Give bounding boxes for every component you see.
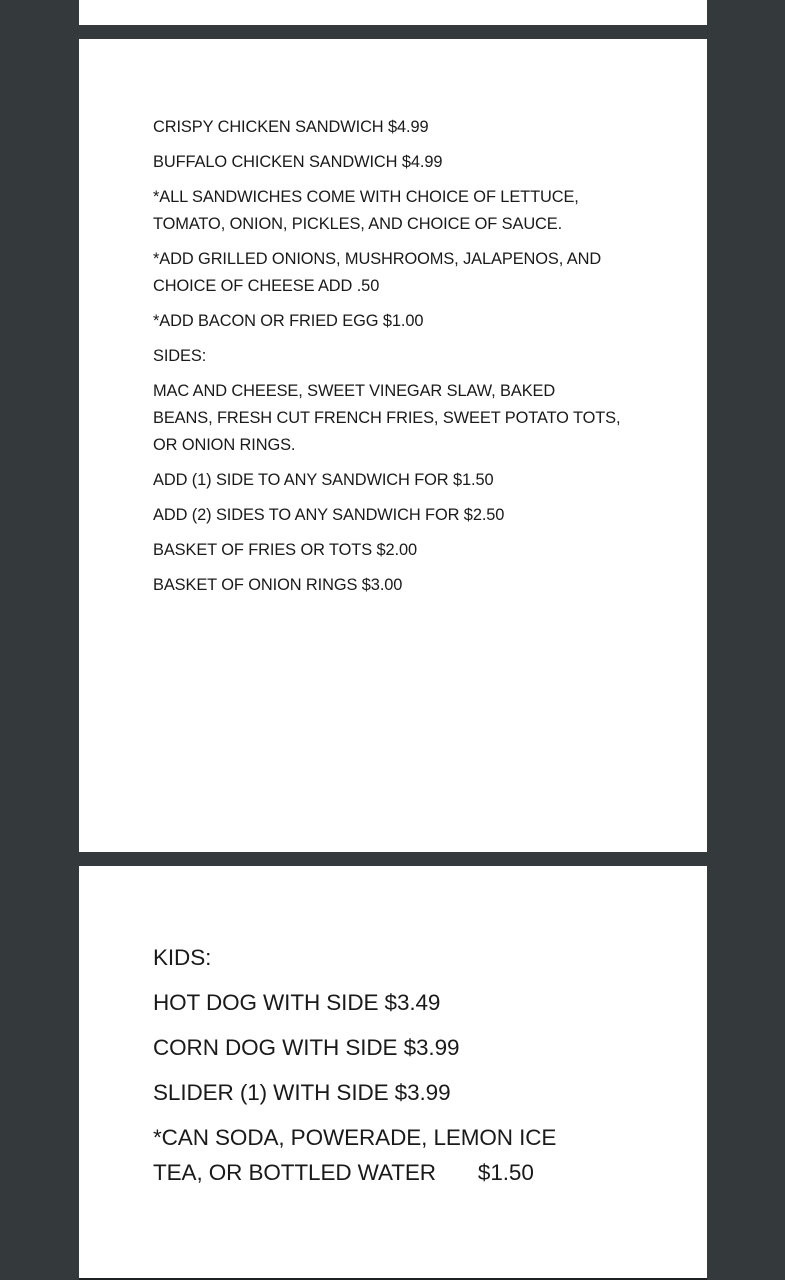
- drinks-price: $1.50: [477, 1160, 534, 1185]
- document-page-kids: [79, 866, 707, 1280]
- menu-item: BUFFALO CHICKEN SANDWICH $4.99: [153, 153, 443, 171]
- menu-item: ADD (1) SIDE TO ANY SANDWICH FOR $1.50: [153, 471, 494, 489]
- drinks-note: [153, 1120, 673, 1190]
- menu-item: ADD (2) SIDES TO ANY SANDWICH FOR $2.50: [153, 506, 505, 524]
- section-heading-kids: KIDS:: [153, 945, 212, 970]
- document-page-previous: [79, 0, 707, 25]
- menu-item: BASKET OF FRIES OR TOTS $2.00: [153, 541, 417, 559]
- kids-item: CORN DOG WITH SIDE $3.99: [153, 1035, 460, 1060]
- sides-list: [153, 378, 653, 459]
- kids-item: SLIDER (1) WITH SIDE $3.99: [153, 1080, 451, 1105]
- menu-note: [153, 184, 653, 238]
- menu-note-line: TOMATO, ONION, PICKLES, AND CHOICE OF SAUCE.: [153, 215, 563, 233]
- section-heading-sides: SIDES:: [153, 347, 207, 365]
- drinks-text: TEA, OR BOTTLED WATER: [153, 1160, 436, 1185]
- menu-text-block: [153, 114, 653, 607]
- document-page-menu: [79, 39, 707, 852]
- menu-note-line: *ALL SANDWICHES COME WITH CHOICE OF LETTUCE,: [153, 188, 579, 206]
- drinks-line: *CAN SODA, POWERADE, LEMON ICE: [153, 1125, 557, 1150]
- menu-item: CRISPY CHICKEN SANDWICH $4.99: [153, 118, 429, 136]
- sides-line: MAC AND CHEESE, SWEET VINEGAR SLAW, BAKED: [153, 382, 556, 400]
- menu-note-line: CHOICE OF CHEESE ADD .50: [153, 277, 380, 295]
- sides-line: BEANS, FRESH CUT FRENCH FRIES, SWEET POTATO TOTS,: [153, 409, 621, 427]
- menu-item: BASKET OF ONION RINGS $3.00: [153, 576, 403, 594]
- menu-note: *ADD BACON OR FRIED EGG $1.00: [153, 312, 424, 330]
- kids-menu-block: [153, 940, 673, 1200]
- sides-line: OR ONION RINGS.: [153, 436, 296, 454]
- kids-item: HOT DOG WITH SIDE $3.49: [153, 990, 441, 1015]
- drinks-line: [153, 1155, 673, 1190]
- menu-note-line: *ADD GRILLED ONIONS, MUSHROOMS, JALAPENOS, AND: [153, 250, 602, 268]
- menu-note: [153, 246, 653, 300]
